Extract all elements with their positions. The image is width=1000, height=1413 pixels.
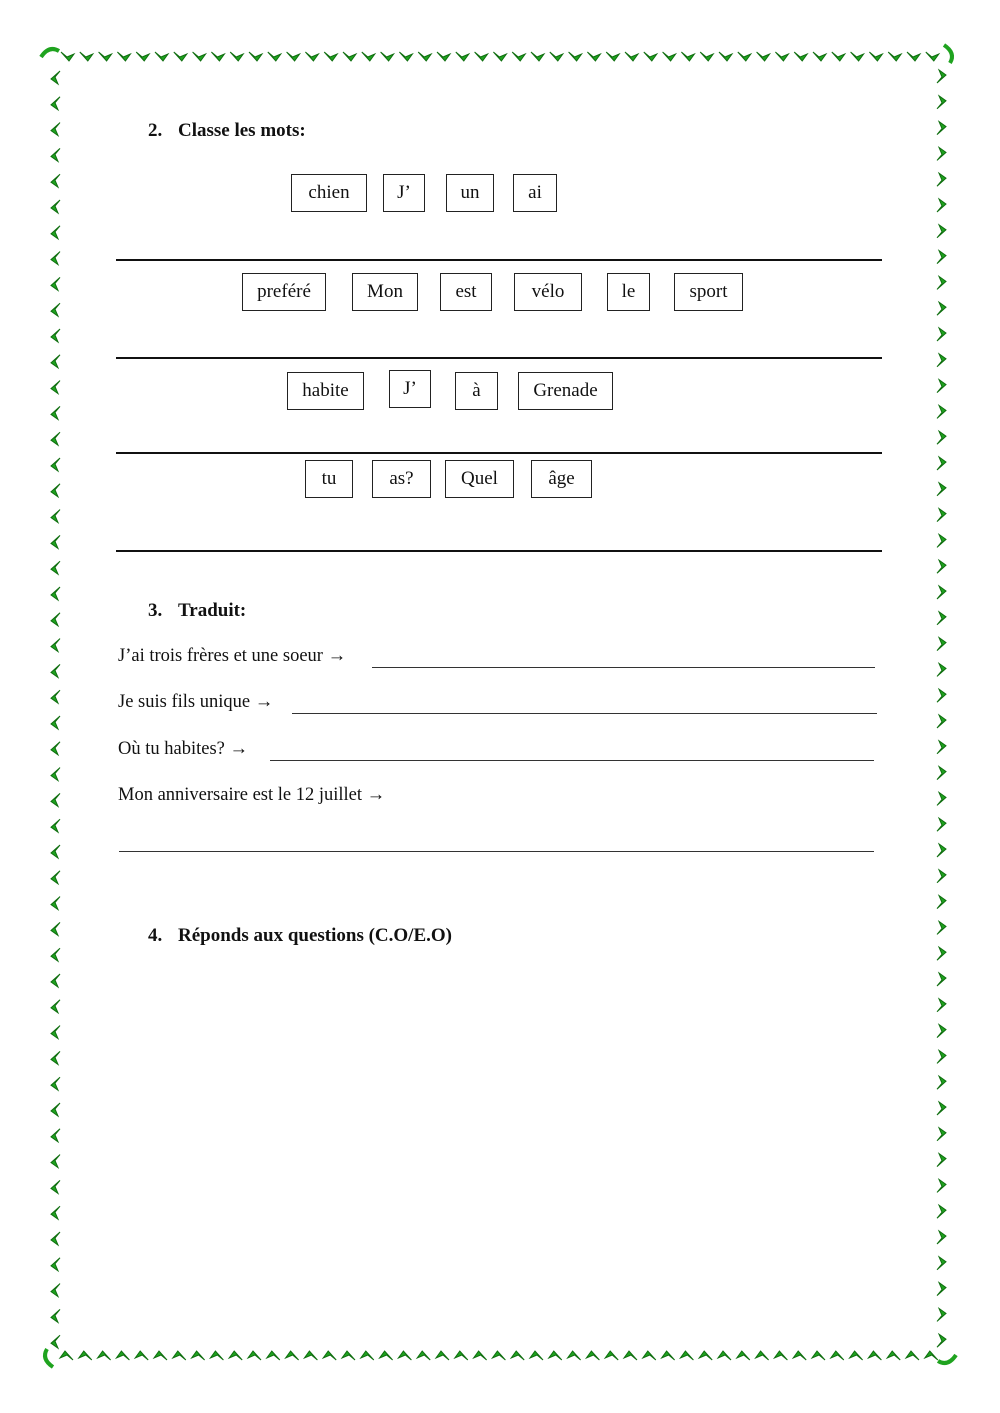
border-ornament (937, 818, 946, 831)
border-ornament (937, 509, 946, 522)
border-ornament (193, 52, 206, 61)
border-ornament (116, 1351, 129, 1360)
border-ornament (51, 871, 60, 884)
translate-prompt-2 (118, 692, 273, 713)
border-ornament (436, 1351, 449, 1360)
border-ornament (51, 1309, 60, 1322)
border-ornament (625, 52, 638, 61)
border-ornament (738, 52, 751, 61)
section-3-title: Traduit: (178, 600, 247, 621)
border-ornament (98, 1351, 111, 1360)
border-ornament (51, 458, 60, 471)
border-ornament (624, 1351, 637, 1360)
border-ornament (51, 200, 60, 213)
border-ornament (173, 1351, 186, 1360)
border-ornament (937, 1257, 946, 1270)
border-ornament (869, 52, 882, 61)
border-ornament (287, 52, 300, 61)
border-ornament (398, 1351, 411, 1360)
border-ornament (155, 52, 168, 61)
border-ornament (51, 277, 60, 290)
border-ornament (79, 1351, 92, 1360)
border-ornament (737, 1351, 750, 1360)
border-ornament (51, 123, 60, 136)
border-ornament (757, 52, 770, 61)
word-tile[interactable]: âge (531, 460, 592, 498)
word-tile[interactable]: sport (674, 273, 743, 311)
border-ornament (51, 690, 60, 703)
word-tile[interactable]: à (455, 372, 498, 410)
border-ornament (51, 768, 60, 781)
border-ornament (850, 1351, 863, 1360)
border-ornament (51, 1129, 60, 1142)
border-ornament (51, 432, 60, 445)
border-ornament (51, 1051, 60, 1064)
border-ornament (937, 1154, 946, 1167)
border-ornament (511, 1351, 524, 1360)
border-ornament (937, 276, 946, 289)
border-ornament (887, 1351, 900, 1360)
arrow-icon: → (366, 785, 386, 805)
border-ornament (937, 1308, 946, 1321)
border-ornament (832, 52, 845, 61)
border-ornament (135, 1351, 148, 1360)
word-tile[interactable]: chien (291, 174, 367, 212)
border-ornament (51, 1077, 60, 1090)
border-ornament (606, 52, 619, 61)
answer-rule-1 (116, 259, 882, 261)
answer-rule-3 (116, 452, 882, 454)
border-ornament (937, 534, 946, 547)
border-ornament (211, 52, 224, 61)
border-ornament (937, 715, 946, 728)
border-ornament (937, 973, 946, 986)
border-ornament (51, 406, 60, 419)
arrow-icon: → (254, 692, 274, 712)
border-ornament (361, 1351, 374, 1360)
border-ornament (587, 52, 600, 61)
border-ornament (417, 1351, 430, 1360)
border-ornament (362, 52, 375, 61)
border-ornament (304, 1351, 317, 1360)
sentence-text: Où tu habites? (118, 739, 225, 759)
border-corner-ornament (944, 45, 952, 63)
border-ornament (531, 52, 544, 61)
border-ornament (937, 560, 946, 573)
border-ornament (51, 922, 60, 935)
border-ornament (937, 483, 946, 496)
answer-rule-4 (116, 550, 882, 552)
border-ornament (324, 52, 337, 61)
border-ornament (549, 1351, 562, 1360)
border-ornament (51, 303, 60, 316)
border-ornament (605, 1351, 618, 1360)
translation-input-3[interactable] (270, 737, 874, 761)
border-ornament (681, 52, 694, 61)
border-ornament (937, 354, 946, 367)
border-ornament (937, 1025, 946, 1038)
border-ornament (51, 329, 60, 342)
border-ornament (51, 1258, 60, 1271)
border-ornament (286, 1351, 299, 1360)
translation-input-4[interactable] (119, 828, 874, 852)
sentence-text: Mon anniversaire est le 12 juillet (118, 785, 363, 805)
border-ornament (907, 52, 920, 61)
border-ornament (719, 52, 732, 61)
border-corner-ornament (41, 49, 59, 57)
border-ornament (305, 52, 318, 61)
border-ornament (229, 1351, 242, 1360)
word-tile[interactable]: Grenade (518, 372, 613, 410)
border-ornament (831, 1351, 844, 1360)
border-ornament (937, 96, 946, 109)
border-ornament (937, 1334, 946, 1347)
border-ornament (937, 1179, 946, 1192)
border-ornament (937, 328, 946, 341)
border-ornament (267, 1351, 280, 1360)
border-ornament (51, 639, 60, 652)
section-3-heading (148, 600, 246, 622)
border-ornament (568, 1351, 581, 1360)
word-tile[interactable]: as? (372, 460, 431, 498)
border-ornament (51, 355, 60, 368)
border-ornament (51, 97, 60, 110)
border-ornament (937, 896, 946, 909)
border-ornament (51, 587, 60, 600)
word-tile[interactable]: Mon (352, 273, 418, 311)
border-ornament (937, 1076, 946, 1089)
border-ornament (249, 52, 262, 61)
border-ornament (51, 948, 60, 961)
border-ornament (437, 52, 450, 61)
border-ornament (937, 612, 946, 625)
border-ornament (813, 52, 826, 61)
border-ornament (512, 52, 525, 61)
border-ornament (937, 1102, 946, 1115)
border-ornament (663, 52, 676, 61)
border-ornament (937, 431, 946, 444)
border-ornament (937, 921, 946, 934)
border-ornament (812, 1351, 825, 1360)
border-ornament (569, 52, 582, 61)
answer-line-3 (270, 760, 874, 761)
border-ornament (117, 52, 130, 61)
border-ornament (794, 52, 807, 61)
border-ornament (699, 1351, 712, 1360)
border-ornament (51, 742, 60, 755)
border-ornament (210, 1351, 223, 1360)
border-ornament (937, 586, 946, 599)
border-ornament (937, 870, 946, 883)
border-ornament (51, 1103, 60, 1116)
border-ornament (925, 1351, 938, 1360)
border-ornament (99, 52, 112, 61)
border-ornament (586, 1351, 599, 1360)
word-tile[interactable]: J’ (383, 174, 425, 212)
border-ornament (937, 663, 946, 676)
answer-line-1 (372, 667, 875, 668)
border-ornament (926, 52, 939, 61)
border-ornament (51, 819, 60, 832)
border-ornament (51, 1335, 60, 1348)
border-ornament (888, 52, 901, 61)
word-tile[interactable]: preféré (242, 273, 326, 311)
border-ornament (937, 457, 946, 470)
border-ornament (51, 535, 60, 548)
word-tile[interactable]: ai (513, 174, 557, 212)
border-ornament (718, 1351, 731, 1360)
border-ornament (51, 252, 60, 265)
border-ornament (455, 1351, 468, 1360)
border-ornament (680, 1351, 693, 1360)
border-ornament (937, 70, 946, 83)
border-ornament (51, 845, 60, 858)
border-ornament (756, 1351, 769, 1360)
border-ornament (937, 638, 946, 651)
border-ornament (937, 199, 946, 212)
border-ornament (937, 225, 946, 238)
border-ornament (644, 52, 657, 61)
border-ornament (51, 226, 60, 239)
answer-line-2 (292, 713, 877, 714)
border-ornament (60, 1351, 73, 1360)
border-ornament (343, 52, 356, 61)
border-ornament (937, 173, 946, 186)
border-ornament (937, 689, 946, 702)
word-tile[interactable]: Quel (445, 460, 514, 498)
word-tile[interactable]: vélo (514, 273, 582, 311)
border-corner-ornament (45, 1349, 53, 1367)
translate-prompt-4 (118, 785, 385, 806)
translation-input-1[interactable] (372, 644, 875, 668)
border-ornament (51, 1232, 60, 1245)
border-ornament (643, 1351, 656, 1360)
border-ornament (51, 510, 60, 523)
section-4-heading (148, 925, 452, 947)
border-ornament (51, 174, 60, 187)
border-ornament (937, 251, 946, 264)
word-tile[interactable]: tu (305, 460, 353, 498)
border-ornament (323, 1351, 336, 1360)
border-ornament (51, 1206, 60, 1219)
border-ornament (937, 999, 946, 1012)
border-corner-ornament (938, 1355, 956, 1363)
border-ornament (937, 792, 946, 805)
border-ornament (51, 381, 60, 394)
border-ornament (51, 664, 60, 677)
border-ornament (51, 793, 60, 806)
border-ornament (51, 1000, 60, 1013)
border-ornament (380, 1351, 393, 1360)
border-ornament (154, 1351, 167, 1360)
arrow-icon: → (229, 739, 248, 759)
border-ornament (937, 405, 946, 418)
border-ornament (937, 1128, 946, 1141)
border-ornament (937, 767, 946, 780)
word-tile[interactable]: est (440, 273, 492, 311)
border-ornament (192, 1351, 205, 1360)
border-ornament (51, 716, 60, 729)
border-ornament (51, 1155, 60, 1168)
sentence-text: J’ai trois frères et une soeur (118, 646, 323, 666)
word-tile[interactable]: un (446, 174, 494, 212)
translation-input-2[interactable] (292, 690, 877, 714)
border-ornament (937, 380, 946, 393)
word-tile[interactable]: J’ (389, 370, 431, 408)
border-ornament (51, 71, 60, 84)
border-ornament (700, 52, 713, 61)
border-ornament (937, 844, 946, 857)
border-ornament (550, 52, 563, 61)
border-ornament (662, 1351, 675, 1360)
border-ornament (80, 52, 93, 61)
border-ornament (51, 897, 60, 910)
border-ornament (868, 1351, 881, 1360)
translate-prompt-1 (118, 646, 346, 667)
section-2-title: Classe les mots: (178, 120, 306, 141)
border-ornament (174, 52, 187, 61)
border-ornament (937, 122, 946, 135)
section-2-heading (148, 120, 306, 142)
border-ornament (851, 52, 864, 61)
border-ornament (51, 484, 60, 497)
border-ornament (418, 52, 431, 61)
border-ornament (793, 1351, 806, 1360)
border-ornament (136, 52, 149, 61)
border-ornament (937, 1205, 946, 1218)
border-ornament (937, 302, 946, 315)
answer-rule-2 (116, 357, 882, 359)
border-ornament (399, 52, 412, 61)
border-ornament (937, 947, 946, 960)
border-ornament (937, 1050, 946, 1063)
border-ornament (774, 1351, 787, 1360)
border-ornament (51, 561, 60, 574)
border-ornament (342, 1351, 355, 1360)
border-ornament (937, 1283, 946, 1296)
word-tile[interactable]: le (607, 273, 650, 311)
border-ornament (775, 52, 788, 61)
border-ornament (51, 1284, 60, 1297)
border-ornament (937, 1231, 946, 1244)
answer-line-4 (119, 851, 874, 852)
section-2-number: 2. (148, 120, 163, 141)
border-ornament (906, 1351, 919, 1360)
border-ornament (456, 52, 469, 61)
border-ornament (61, 52, 74, 61)
border-ornament (230, 52, 243, 61)
border-ornament (381, 52, 394, 61)
border-ornament (937, 741, 946, 754)
arrow-icon: → (327, 646, 347, 666)
section-4-title: Réponds aux questions (C.O/E.O) (178, 925, 452, 946)
border-ornament (51, 613, 60, 626)
border-ornament (51, 148, 60, 161)
border-ornament (248, 1351, 261, 1360)
border-ornament (475, 52, 488, 61)
border-ornament (51, 1026, 60, 1039)
sentence-text: Je suis fils unique (118, 692, 251, 712)
border-ornament (51, 1180, 60, 1193)
border-ornament (51, 974, 60, 987)
border-ornament (474, 1351, 487, 1360)
section-4-number: 4. (148, 925, 163, 946)
section-3-number: 3. (148, 600, 163, 621)
border-ornament (492, 1351, 505, 1360)
border-ornament (937, 147, 946, 160)
word-tile[interactable]: habite (287, 372, 364, 410)
border-ornament (530, 1351, 543, 1360)
translate-prompt-3 (118, 739, 248, 760)
border-ornament (493, 52, 506, 61)
border-ornament (268, 52, 281, 61)
